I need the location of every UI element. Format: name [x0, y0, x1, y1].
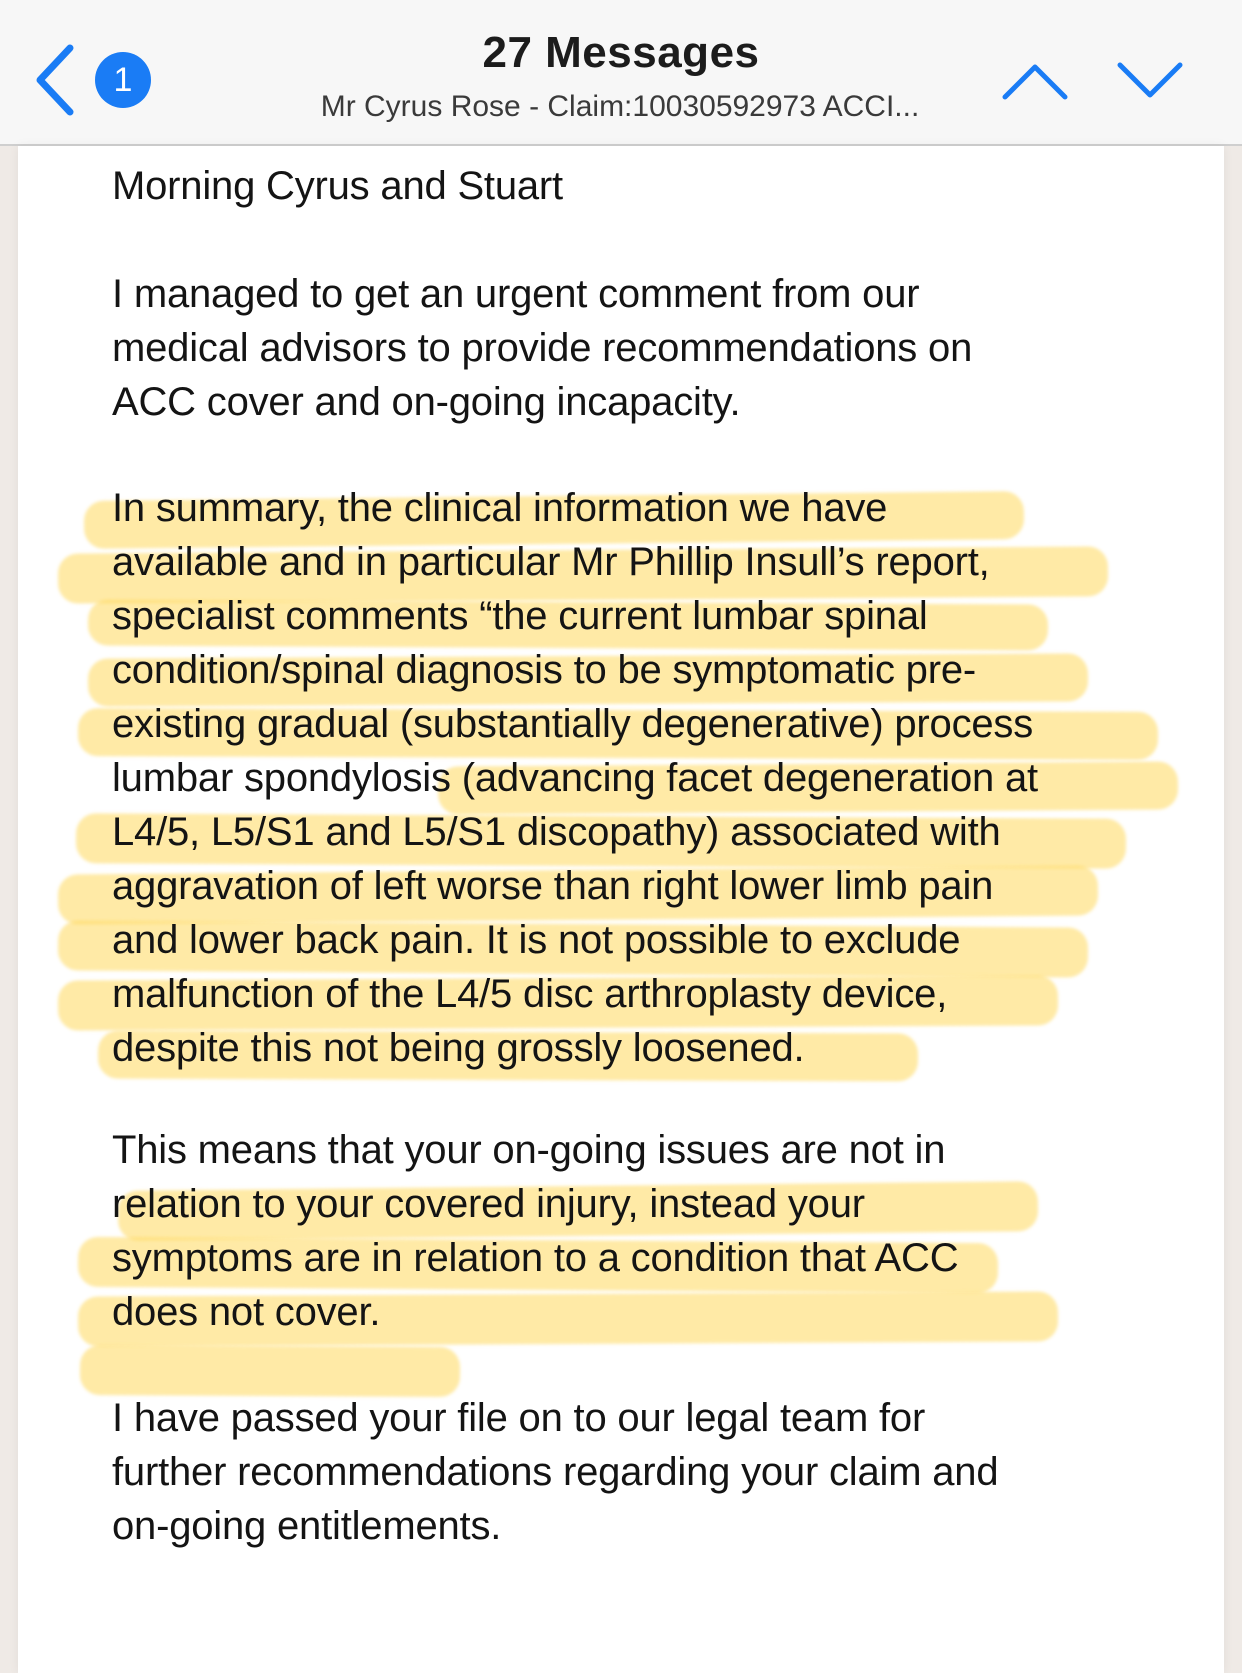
highlighted-line: condition/spinal diagnosis to be symptomatic pre-	[112, 648, 976, 692]
highlighted-line: This means that your on-going issues are not in	[112, 1128, 946, 1172]
paragraph-line: further recommendations regarding your claim and	[112, 1450, 999, 1494]
highlighted-line: aggravation of left worse than right lower limb pain	[112, 864, 994, 908]
previous-message-button[interactable]	[985, 48, 1085, 118]
highlighted-line: does not cover.	[112, 1290, 381, 1334]
email-greeting: Morning Cyrus and Stuart	[112, 164, 563, 208]
highlighted-line: and lower back pain. It is not possible to exclude	[112, 918, 961, 962]
unread-count-badge: 1	[95, 52, 151, 108]
chevron-down-icon	[1115, 59, 1185, 108]
highlighted-line: lumbar spondylosis (advancing facet degeneration at	[112, 756, 1038, 800]
message-count-title: 27 Messages	[482, 28, 760, 77]
chevron-up-icon	[1000, 59, 1070, 108]
highlighted-line: despite this not being grossly loosened.	[112, 1026, 805, 1070]
highlighted-line: specialist comments “the current lumbar spinal	[112, 594, 928, 638]
highlighted-line: symptoms are in relation to a condition that ACC	[112, 1236, 959, 1280]
thread-subject: Mr Cyrus Rose - Claim:10030592973 ACCI...	[320, 90, 920, 123]
paragraph-line: ACC cover and on-going incapacity.	[112, 380, 741, 424]
highlighted-line: In summary, the clinical information we have	[112, 486, 888, 530]
paragraph-line: I managed to get an urgent comment from our	[112, 272, 920, 316]
next-message-button[interactable]	[1100, 48, 1200, 118]
navigation-bar	[0, 0, 1242, 146]
highlighted-line: malfunction of the L4/5 disc arthroplasty device,	[112, 972, 948, 1016]
highlighted-line: existing gradual (substantially degenerative) process	[112, 702, 1034, 746]
email-body	[18, 146, 1224, 1673]
highlighted-line: relation to your covered injury, instead your	[112, 1182, 865, 1226]
paragraph-line: on-going entitlements.	[112, 1504, 502, 1548]
paragraph-line: I have passed your file on to our legal team for	[112, 1396, 926, 1440]
paragraph-line: medical advisors to provide recommendations on	[112, 326, 973, 370]
highlighted-line: available and in particular Mr Phillip Insull’s report,	[112, 540, 990, 584]
highlighted-line: L4/5, L5/S1 and L5/S1 discopathy) associated with	[112, 810, 1001, 854]
